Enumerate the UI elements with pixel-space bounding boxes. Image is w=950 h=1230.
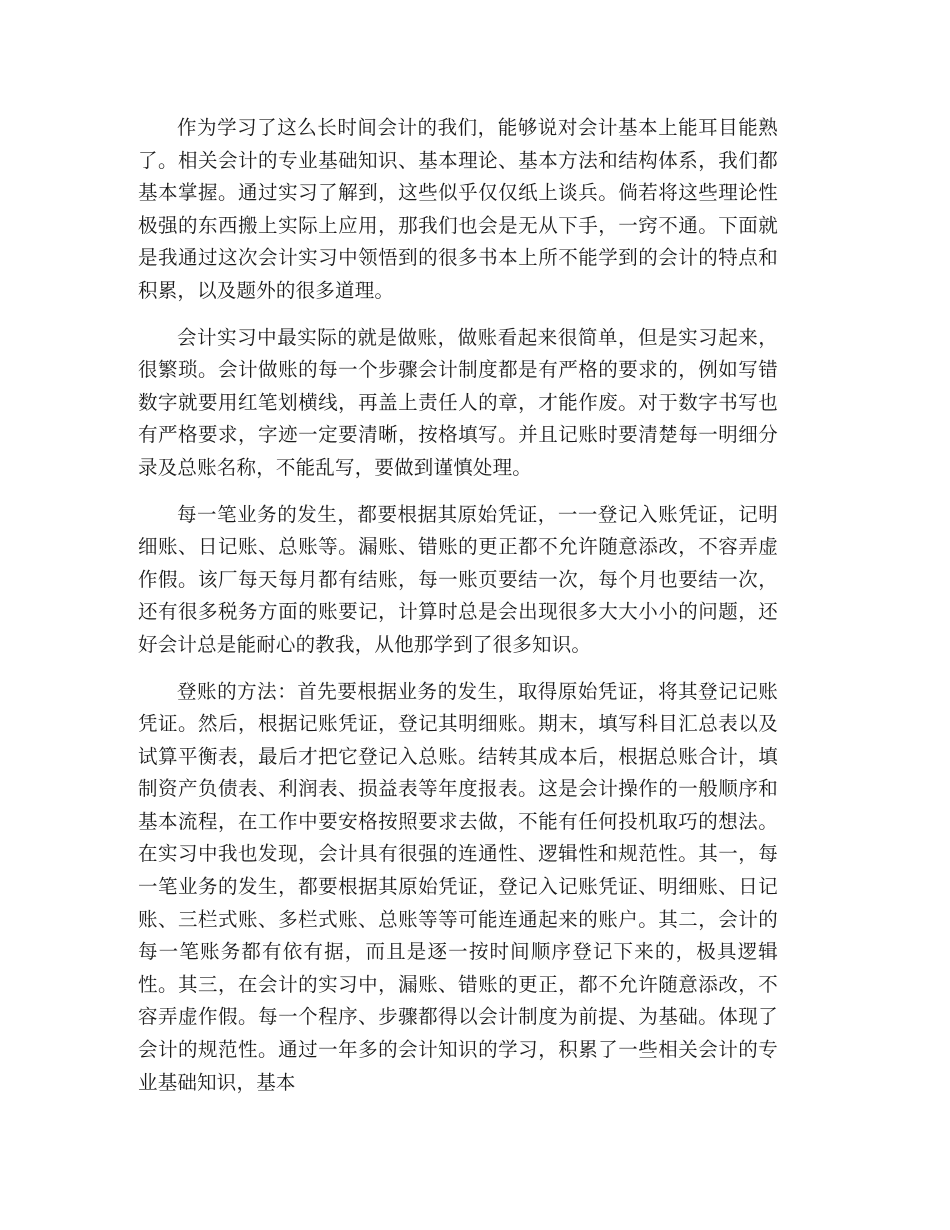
- paragraph-2: 会计实习中最实际的就是做账，做账看起来很简单，但是实习起来，很繁琐。会计做账的每一个步骤会计制度都是有严格的要求的，例如写错数字就要用红笔划横线，再盖上责任人的章，才能作废。对于数字书写也有严格要求，字迹一定要清晰，按格填写。并且记账时要清楚每一明细分录及总账名称，不能乱写，要做到谨慎处理。: [138, 325, 778, 479]
- paragraph-3: 每一笔业务的发生，都要根据其原始凭证，一一登记入账凭证，记明细账、日记账、总账等。漏账、错账的更正都不允许随意添改，不容弄虚作假。该厂每天每月都有结账，每一账页要结一次，每个月也要结一次，还有很多税务方面的账要记，计算时总是会出现很多大大小小的问题，还好会计总是能耐心的教我，从他那学到了很多知识。: [138, 502, 778, 656]
- paragraph-1: 作为学习了这么长时间会计的我们，能够说对会计基本上能耳目能熟了。相关会计的专业基础知识、基本理论、基本方法和结构体系，我们都基本掌握。通过实习了解到，这些似乎仅仅纸上谈兵。倘若将这些理论性极强的东西搬上实际上应用，那我们也会是无从下手，一窍不通。下面就是我通过这次会计实习中领悟到的很多书本上所不能学到的会计的特点和积累，以及题外的很多道理。: [138, 116, 778, 302]
- document-body: [138, 112, 778, 1113]
- paragraph-4: 登账的方法：首先要根据业务的发生，取得原始凭证，将其登记记账凭证。然后，根据记账凭证，登记其明细账。期末，填写科目汇总表以及试算平衡表，最后才把它登记入总账。结转其成本后，根据总账合计，填制资产负债表、利润表、损益表等年度报表。这是会计操作的一般顺序和基本流程，在工作中要安格按照要求去做，不能有任何投机取巧的想法。在实习中我也发现，会计具有很强的连通性、逻辑性和规范性。其一，每一笔业务的发生，都要根据其原始凭证，登记入记账凭证、明细账、日记账、三栏式账、多栏式账、总账等等可能连通起来的账户。其二，会计的每一笔账务都有依有据，而且是逐一按时间顺序登记下来的，极具逻辑性。其三，在会计的实习中，漏账、错账的更正，都不允许随意添改，不容弄虚作假。每一个程序、步骤都得以会计制度为前提、为基础。体现了会计的规范性。通过一年多的会计知识的学习，积累了一些相关会计的专业基础知识，基本: [138, 679, 778, 1094]
